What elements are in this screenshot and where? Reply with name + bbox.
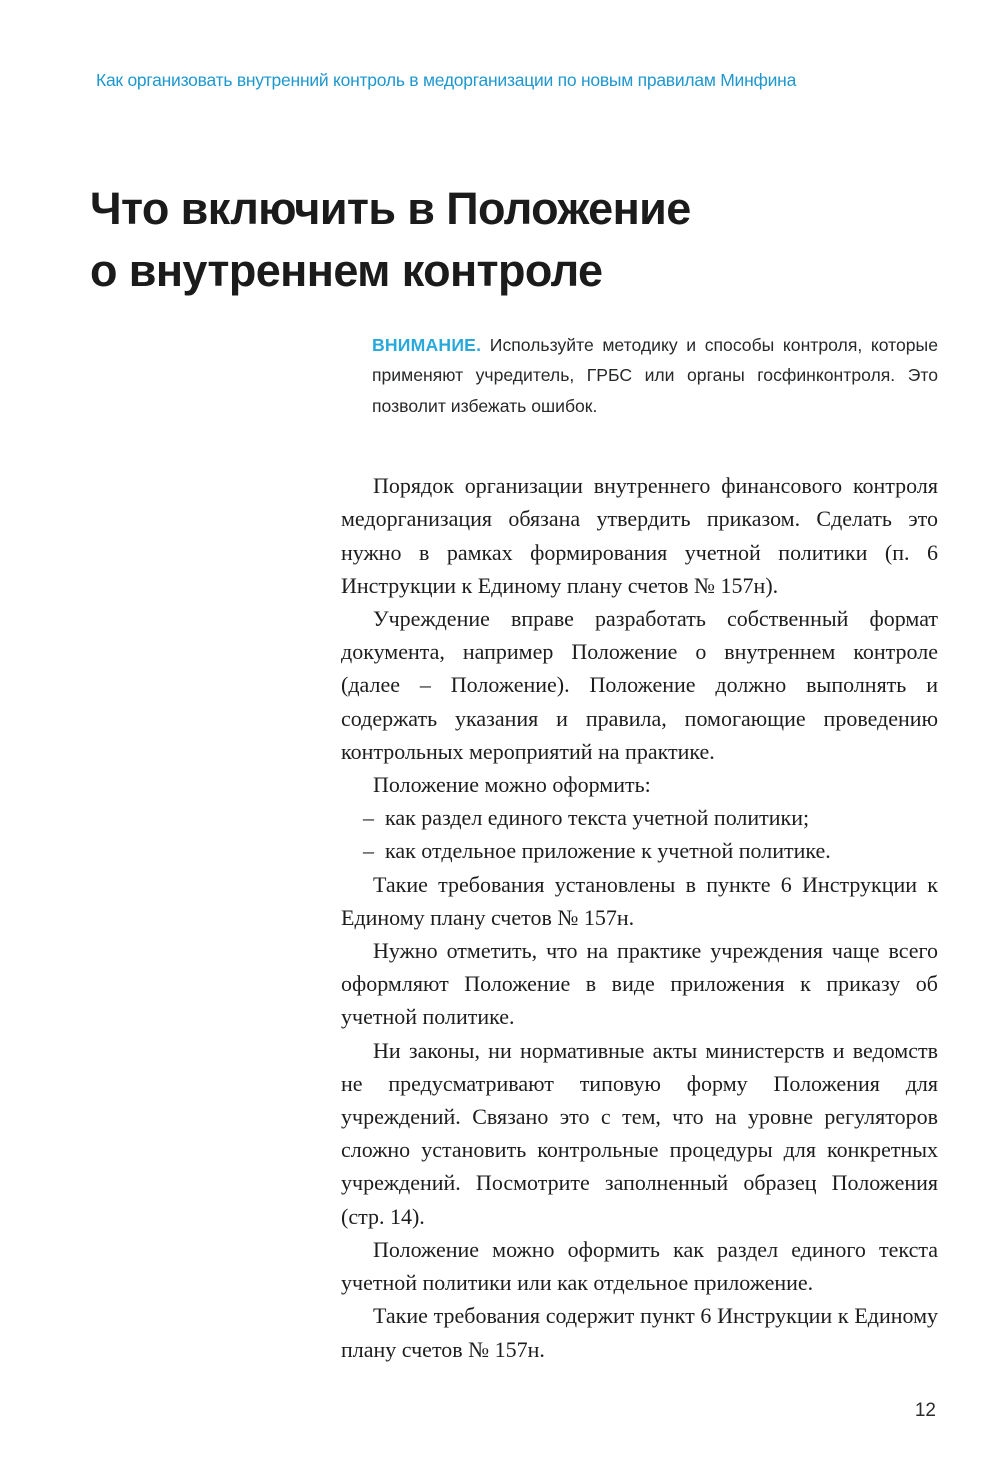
- paragraph: Учреждение вправе разработать собственный формат документа, например Положение о внутреннем контроле (далее – Положение). Положение должно выполнять и содержать указания и правила, помогающие проведению контрольных мероприятий на практике.: [341, 606, 938, 764]
- paragraph: Порядок организации внутреннего финансового контроля медорганизация обязана утвердить приказом. Сделать это нужно в рамках формирования учетной политики (п. 6 Инструкции к Единому плану счетов № 157н).: [341, 473, 938, 598]
- list-item: [341, 801, 938, 834]
- text-column: [341, 330, 938, 1366]
- list-item-label: как отдельное приложение к учетной политике.: [385, 838, 831, 864]
- paragraph: Такие требования установлены в пункте 6 Инструкции к Единому плану счетов № 157н.: [341, 871, 938, 930]
- page-number: 12: [914, 1400, 936, 1421]
- page-title-line-2: о внутреннем контроле: [90, 245, 603, 297]
- list-item: [341, 834, 938, 867]
- body-text: [341, 469, 938, 1365]
- dash-marker-icon: –: [363, 805, 374, 831]
- paragraph: Такие требования содержит пункт 6 Инструкции к Единому плану счетов № 157н.: [341, 1303, 938, 1362]
- dash-marker-icon: –: [363, 838, 374, 864]
- page-title: [90, 178, 910, 302]
- list-item-label: как раздел единого текста учетной политики;: [385, 805, 810, 831]
- dash-list: [341, 801, 938, 867]
- attention-label: ВНИМАНИЕ.: [372, 335, 482, 355]
- paragraph: Ни законы, ни нормативные акты министерств и ведомств не предусматривают типовую форму Положения для учреждений. Связано это с тем, что на уровне регуляторов сложно установить контрольные процедуры для конкретных учреждений. Посмотрите заполненный образец Положения (стр. 14).: [341, 1037, 938, 1229]
- paragraph: Нужно отметить, что на практике учреждения чаще всего оформляют Положение в виде приложения к приказу об учетной политике.: [341, 938, 938, 1030]
- paragraph: Положение можно оформить:: [373, 772, 651, 798]
- attention-callout: [372, 330, 938, 421]
- running-header: Как организовать внутренний контроль в медорганизации по новым правилам Минфина: [96, 70, 797, 90]
- paragraph: Положение можно оформить как раздел единого текста учетной политики или как отдельное приложение.: [341, 1236, 938, 1296]
- page-title-line-1: Что включить в Положение: [90, 183, 691, 235]
- attention-text: Используйте методику и способы контроля, которые применяют учредитель, ГРБС или органы госфинконтроля. Это позволит избежать ошибок.: [372, 335, 938, 416]
